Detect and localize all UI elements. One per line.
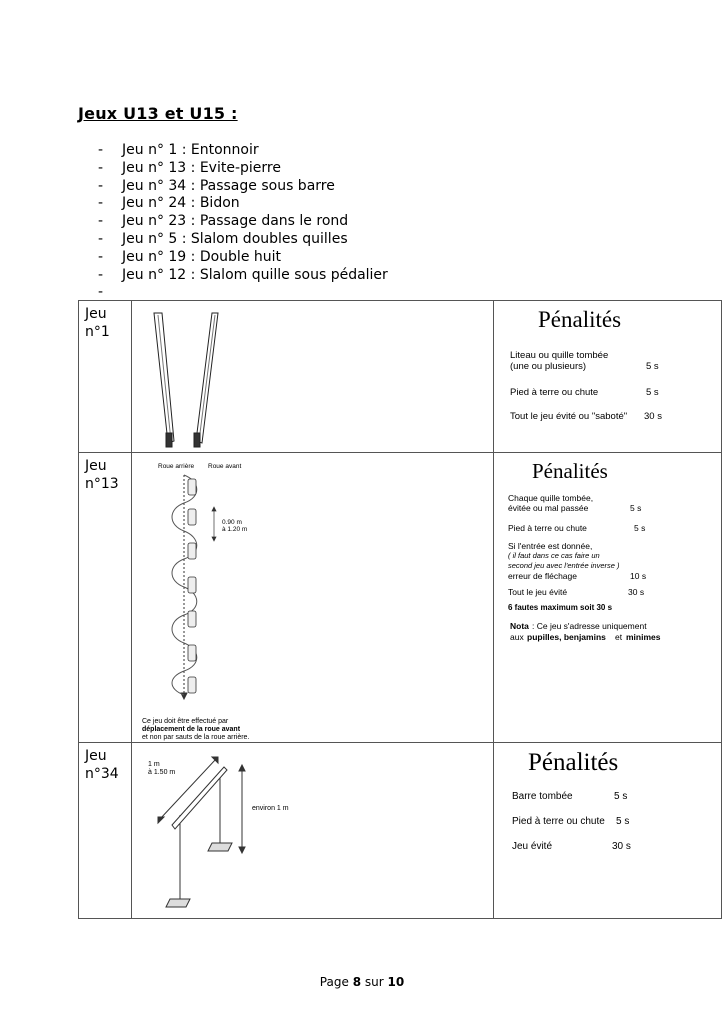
list-item xyxy=(98,178,388,196)
slalom-diagram xyxy=(132,453,493,743)
penalty-text: Jeu évité xyxy=(512,841,553,852)
game-figure xyxy=(132,743,494,919)
penalty-value: 5 s xyxy=(634,523,646,533)
game-item: Jeu n° 13 : Evite-pierre xyxy=(122,159,281,176)
nota-categories: minimes xyxy=(626,632,661,642)
list-item xyxy=(98,231,388,249)
nota-categories: pupilles, benjamins xyxy=(527,632,606,642)
game-label-word: Jeu xyxy=(85,458,107,474)
penalty-max: 6 fautes maximum soit 30 s xyxy=(508,603,613,612)
distance-label: à 1.20 m xyxy=(222,526,248,533)
nota-text: aux xyxy=(510,632,524,642)
footer-sur: sur xyxy=(364,975,384,989)
game-label xyxy=(79,743,132,919)
list-dash: - xyxy=(98,213,104,230)
table-row xyxy=(79,453,722,743)
game-label-word: Jeu xyxy=(85,748,107,764)
penalty-value: 10 s xyxy=(630,571,647,581)
game-label xyxy=(79,453,132,743)
game-item: Jeu n° 5 : Slalom doubles quilles xyxy=(122,230,348,247)
penalty-value: 30 s xyxy=(612,841,631,852)
list-dash: - xyxy=(98,266,104,283)
list-dash: - xyxy=(98,230,104,247)
penalty-text: Liteau ou quille tombée xyxy=(510,350,609,361)
list-item xyxy=(98,160,388,178)
front-wheel-label: Roue avant xyxy=(208,463,242,470)
penalties-cell xyxy=(494,453,722,743)
footer-page-word: Page xyxy=(319,975,349,989)
penalty-value: 5 s xyxy=(646,387,659,398)
game-figure xyxy=(132,301,494,453)
list-dash: - xyxy=(98,195,104,212)
game-item: Jeu n° 24 : Bidon xyxy=(122,195,240,212)
penalties-title: Pénalités xyxy=(528,749,619,776)
penalty-text: (une ou plusieurs) xyxy=(510,361,587,372)
penalties-cell xyxy=(494,743,722,919)
penalty-text: Pied à terre ou chute xyxy=(508,523,587,533)
entonnoir-diagram xyxy=(132,301,493,453)
penalty-text: Barre tombée xyxy=(512,791,573,802)
footer-page-number: 8 xyxy=(352,975,362,989)
game-item: Jeu n° 12 : Slalom quille sous pédalier xyxy=(122,266,388,283)
penalty-text: Pied à terre ou chute xyxy=(512,816,605,827)
game-item: Jeu n° 34 : Passage sous barre xyxy=(122,177,335,194)
list-dash: - xyxy=(98,284,104,301)
list-dash: - xyxy=(98,248,104,265)
game-item: Jeu n° 23 : Passage dans le rond xyxy=(122,213,349,230)
barrier-diagram xyxy=(132,743,493,919)
game-item: Jeu n° 19 : Double huit xyxy=(122,248,282,265)
footer-page-total: 10 xyxy=(387,975,405,989)
game-label xyxy=(79,301,132,453)
page-footer xyxy=(0,975,724,989)
game-label-number: n°34 xyxy=(85,766,119,782)
distance-label: 0.90 m xyxy=(222,519,242,526)
penalties-title: Pénalités xyxy=(538,307,622,332)
penalty-text: ( il faut dans ce cas faire un xyxy=(508,551,600,560)
nota-text: et xyxy=(615,632,623,642)
list-item xyxy=(98,142,388,160)
game-label-word: Jeu xyxy=(85,306,107,322)
penalty-text: Tout le jeu évité ou "saboté" xyxy=(510,411,628,422)
penalty-text: Si l'entrée est donnée, xyxy=(508,541,593,551)
penalties-title: Pénalités xyxy=(532,459,608,483)
quilles xyxy=(188,479,196,693)
penalty-value: 30 s xyxy=(628,587,645,597)
nota-text: : Ce jeu s'adresse uniquement xyxy=(532,621,647,631)
penalty-value: 5 s xyxy=(614,791,628,802)
penalty-text: Chaque quille tombée, xyxy=(508,493,594,503)
table-row xyxy=(79,743,722,919)
penalty-value: 5 s xyxy=(630,503,642,513)
rear-wheel-label: Roue arrière xyxy=(158,463,195,470)
list-dash: - xyxy=(98,159,104,176)
list-item xyxy=(98,249,388,267)
slalom-note: Ce jeu doit être effectué par xyxy=(142,718,229,725)
slalom-note: déplacement de la roue avant xyxy=(142,726,241,733)
list-dash: - xyxy=(98,142,104,158)
game-item: Jeu n° 1 : Entonnoir xyxy=(122,142,259,158)
penalty-text: Tout le jeu évité xyxy=(508,587,568,597)
list-dash: - xyxy=(98,177,104,194)
length-label: à 1.50 m xyxy=(148,769,176,776)
game-figure xyxy=(132,453,494,743)
list-item xyxy=(98,213,388,231)
penalty-value: 5 s xyxy=(646,361,659,372)
penalty-value: 30 s xyxy=(644,411,662,422)
list-item xyxy=(98,195,388,213)
penalty-text: évitée ou mal passée xyxy=(508,503,589,513)
game-label-number: n°1 xyxy=(85,324,110,340)
table-row xyxy=(79,301,722,453)
length-label: 1 m xyxy=(148,761,160,768)
list-item xyxy=(98,267,388,285)
game-label-number: n°13 xyxy=(85,476,119,492)
penalty-text: second jeu avec l'entrée inverse ) xyxy=(508,561,620,570)
nota-label: Nota xyxy=(510,621,529,631)
games-list xyxy=(98,142,388,302)
games-table xyxy=(78,300,722,919)
penalty-value: 5 s xyxy=(616,816,630,827)
height-label: environ 1 m xyxy=(252,805,289,812)
penalty-text: Pied à terre ou chute xyxy=(510,387,599,398)
page-title: Jeux U13 et U15 : xyxy=(78,104,238,123)
slalom-note: et non par sauts de la roue arrière. xyxy=(142,734,250,741)
penalty-text: erreur de fléchage xyxy=(508,571,577,581)
penalties-cell xyxy=(494,301,722,453)
